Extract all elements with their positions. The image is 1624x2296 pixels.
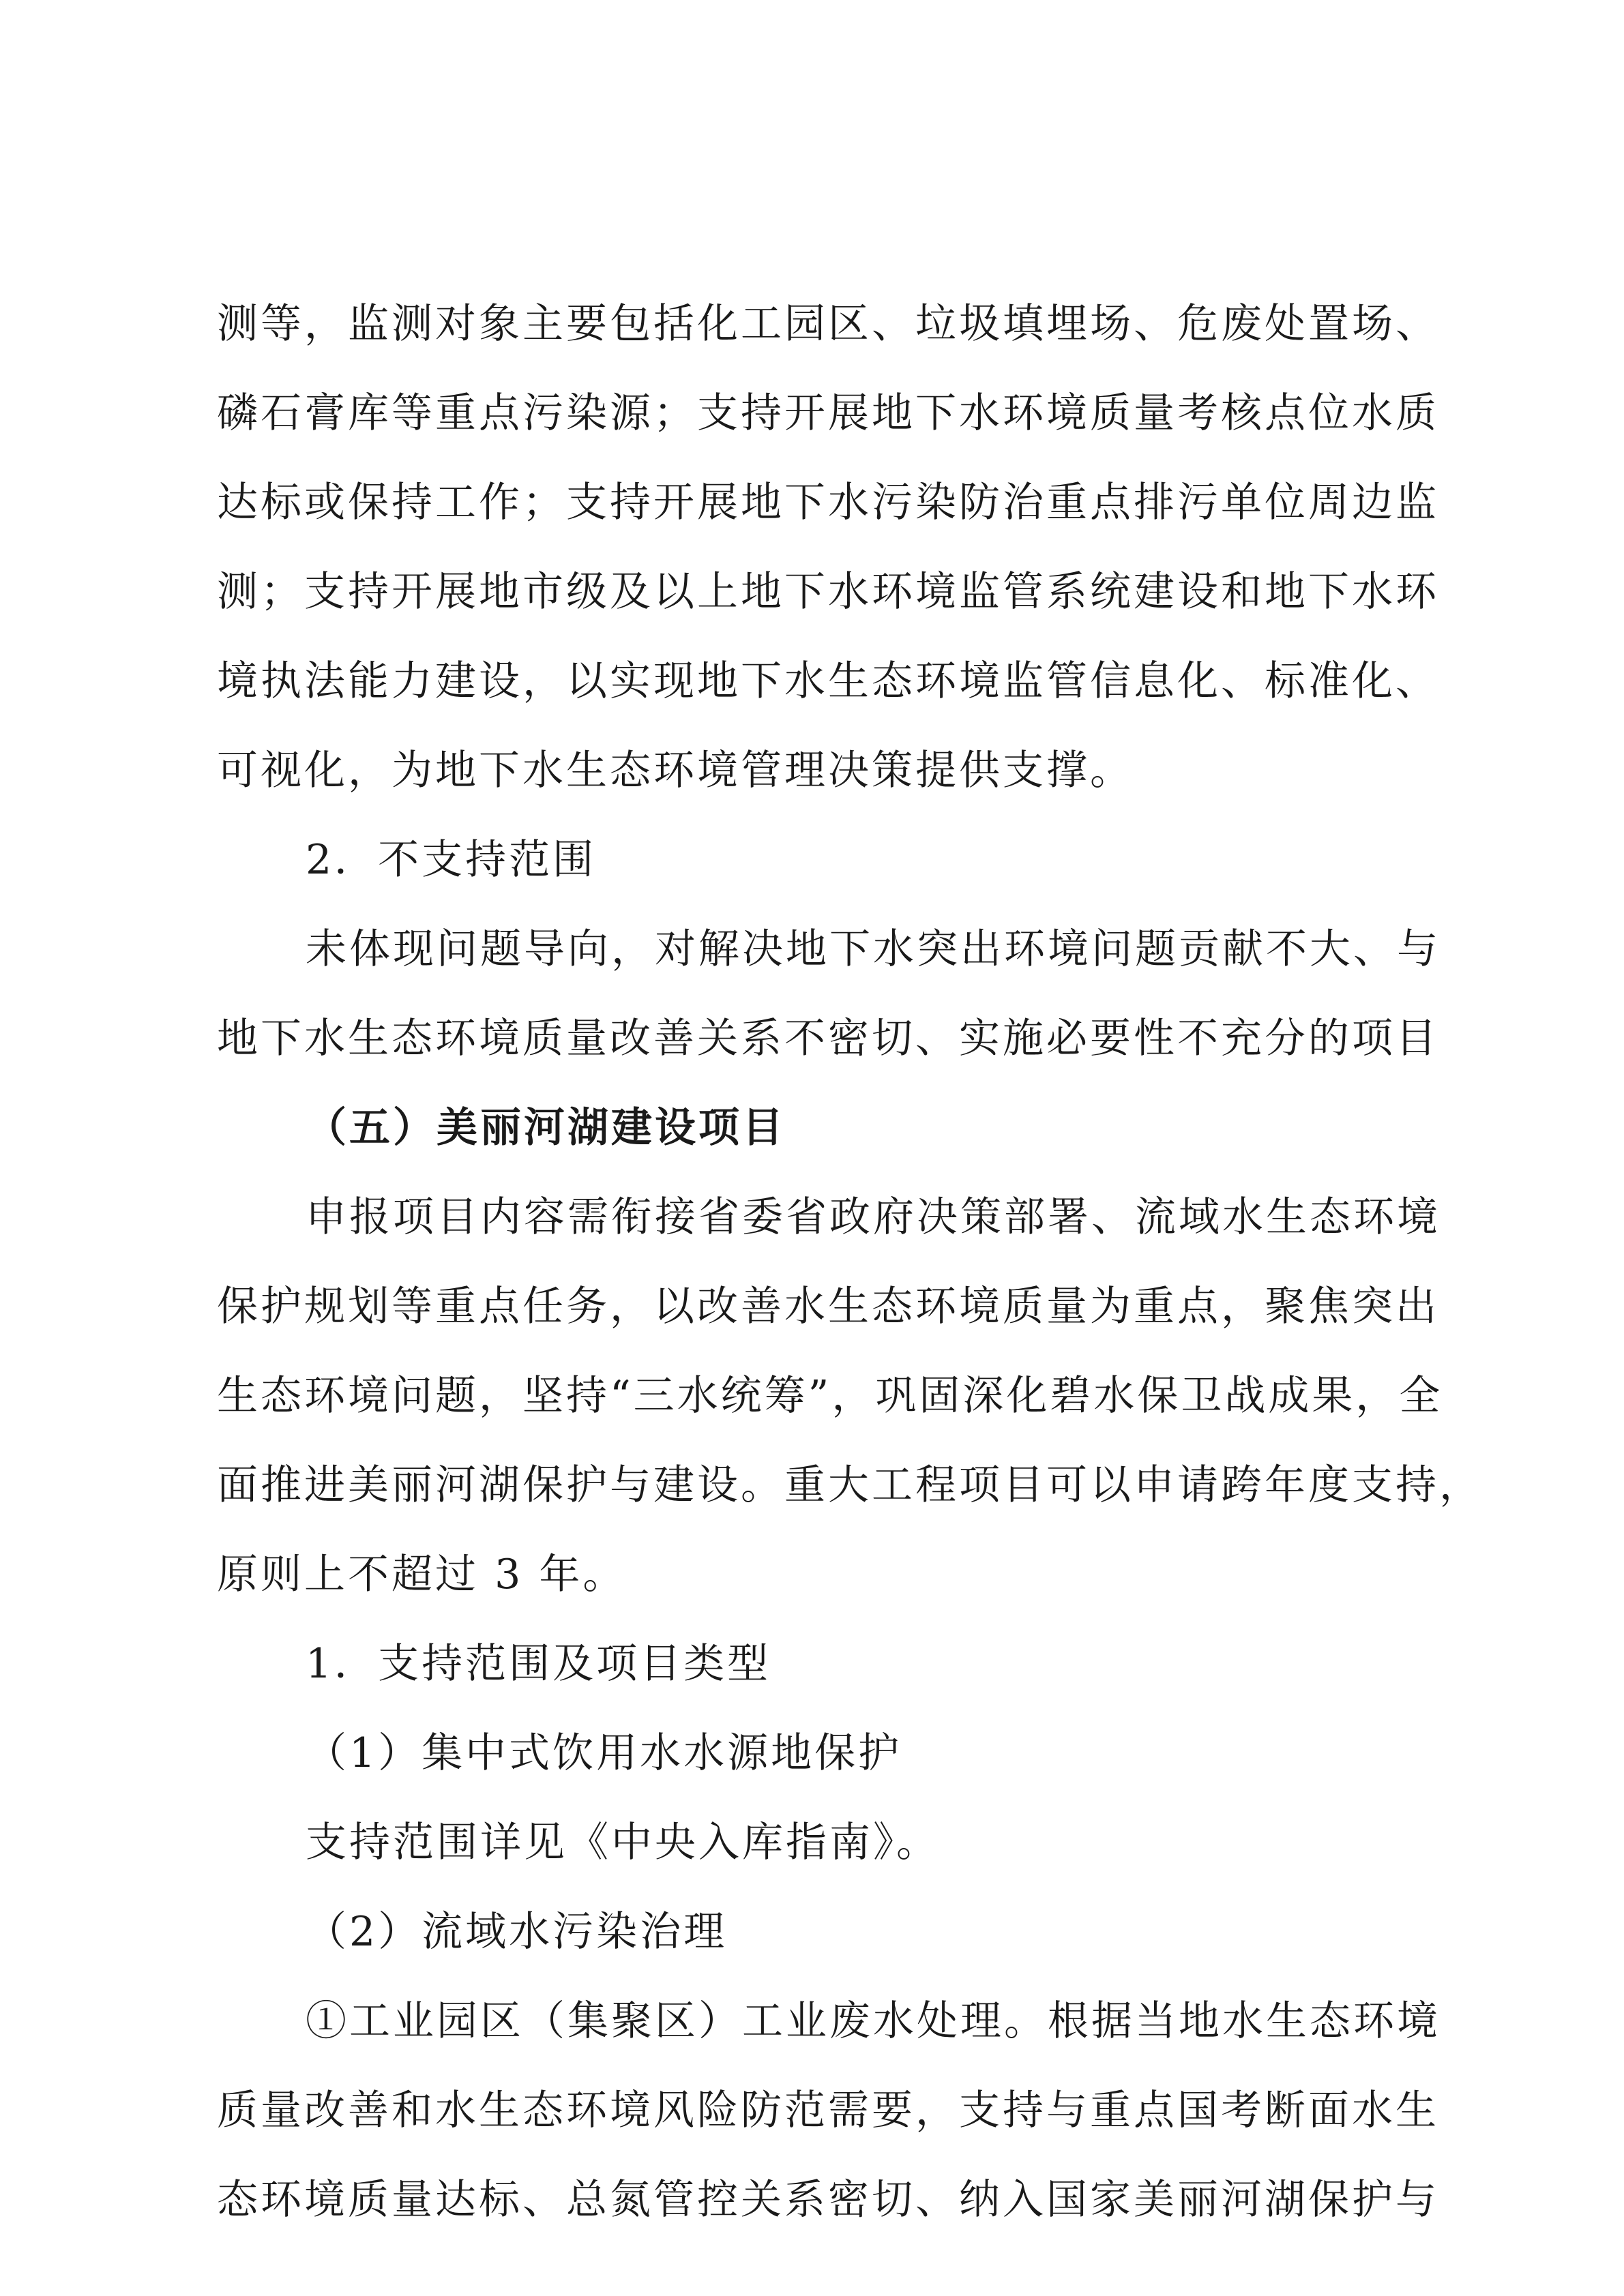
text-line: 境执法能力建设，以实现地下水生态环境监管信息化、标准化、 <box>217 657 1439 705</box>
section-heading-bold: （五）美丽河湖建设项目 <box>306 1104 786 1152</box>
text-line: 未体现问题导向，对解决地下水突出环境问题贡献不大、与 <box>306 925 1441 973</box>
text-line: 态环境质量达标、总氮管控关系密切、纳入国家美丽河湖保护与 <box>217 2176 1439 2224</box>
text-line: 保护规划等重点任务，以改善水生态环境质量为重点，聚焦突出 <box>217 1283 1439 1330</box>
text-line: 磷石膏库等重点污染源；支持开展地下水环境质量考核点位水质 <box>217 389 1439 437</box>
text-line: 地下水生态环境质量改善关系不密切、实施必要性不充分的项目 <box>217 1015 1439 1062</box>
text-line: 面推进美丽河湖保护与建设。重大工程项目可以申请跨年度支持， <box>217 1461 1483 1509</box>
text-line: 申报项目内容需衔接省委省政府决策部署、流域水生态环境 <box>306 1193 1441 1241</box>
text-line: 生态环境问题，坚持“三水统筹”，巩固深化碧水保卫战成果，全 <box>217 1372 1443 1420</box>
text-line: ①工业园区（集聚区）工业废水处理。根据当地水生态环境 <box>306 1997 1441 2045</box>
subsection-heading: （2）流域水污染治理 <box>306 1908 728 1956</box>
text-line: 可视化，为地下水生态环境管理决策提供支撑。 <box>217 747 1134 794</box>
text-line: 支持范围详见《中央入库指南》。 <box>306 1819 940 1866</box>
text-line: 达标或保持工作；支持开展地下水污染防治重点排污单位周边监 <box>217 479 1439 526</box>
text-line: 质量改善和水生态环境风险防范需要，支持与重点国考断面水生 <box>217 2087 1439 2134</box>
text-line: 测；支持开展地市级及以上地下水环境监管系统建设和地下水环 <box>217 568 1439 616</box>
text-line: 测等，监测对象主要包括化工园区、垃圾填埋场、危废处置场、 <box>217 300 1439 348</box>
subsection-heading: （1）集中式饮用水水源地保护 <box>306 1729 902 1777</box>
section-heading: 2．不支持范围 <box>306 836 597 884</box>
text-line: 原则上不超过 3 年。 <box>217 1551 627 1598</box>
section-heading: 1．支持范围及项目类型 <box>306 1640 771 1688</box>
